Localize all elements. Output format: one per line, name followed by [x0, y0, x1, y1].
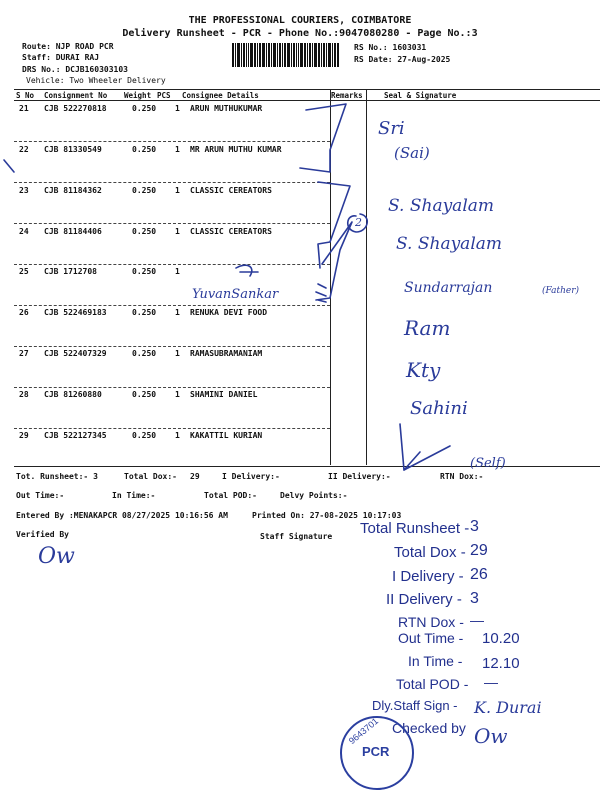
summary-staff-sign-label: Dly.Staff Sign -	[372, 698, 458, 713]
row-sno: 27	[19, 349, 29, 358]
stamp-text: PCR	[362, 744, 390, 759]
row-consignee: CLASSIC CEREATORS	[190, 186, 272, 195]
delvy-points-label: Delvy Points:-	[280, 491, 348, 500]
summary-rtn-dox-label: RTN Dox -	[398, 614, 464, 630]
row-consignment: CJB 522469183	[44, 308, 107, 317]
col-remarks: Remarks	[331, 91, 363, 100]
row-consignee: MR ARUN MUTHU KUMAR	[190, 145, 282, 154]
row-pcs: 1	[175, 431, 180, 440]
in-time-label: In Time:-	[112, 491, 156, 500]
row-pcs: 1	[175, 186, 180, 195]
row-sno: 22	[19, 145, 29, 154]
row-pcs: 1	[175, 308, 180, 317]
bracket-mark: 2	[355, 216, 362, 229]
total-dox-label: Total Dox:-	[124, 472, 177, 481]
row-consignment: CJB 81260880	[44, 390, 102, 399]
verified-signature: Ow	[38, 544, 75, 569]
stamp-number: 9643701	[346, 715, 381, 747]
row25-signature: Sundarrajan	[404, 280, 493, 296]
row25-consignee-handwritten: YuvanSankar	[192, 287, 279, 302]
row-consignee: KAKATTIL KURIAN	[190, 431, 263, 440]
ii-delivery-label: II Delivery:-	[328, 472, 391, 481]
summary-out-time-value: 10.20	[482, 630, 520, 647]
col-weight: Weight	[124, 91, 152, 100]
summary-total-pod-value: —	[484, 674, 498, 690]
row29-signature: (Self)	[470, 456, 506, 471]
row-pcs: 1	[175, 390, 180, 399]
rs-number: RS No.: 1603031	[354, 43, 427, 52]
row-consignment: CJB 81184362	[44, 186, 102, 195]
summary-checked-by-label: Checked by	[392, 720, 466, 736]
summary-total-dox-label: Total Dox -	[394, 544, 466, 561]
summary-ii-delivery-label: II Delivery -	[386, 591, 462, 608]
summary-total-runsheet-value: 3	[470, 518, 479, 535]
rtn-dox-label: RTN Dox:-	[440, 472, 484, 481]
verified-by-label: Verified By	[16, 530, 69, 539]
tot-runsheet: Tot. Runsheet:- 3	[16, 472, 98, 481]
i-delivery-label: I Delivery:-	[222, 472, 280, 481]
summary-out-time-label: Out Time -	[398, 630, 464, 646]
row-consignment: CJB 522270818	[44, 104, 107, 113]
col-sno: S No	[16, 91, 35, 100]
row-weight: 0.250	[132, 349, 157, 358]
summary-ii-delivery-value: 3	[470, 590, 479, 607]
summary-in-time-label: In Time -	[408, 653, 463, 669]
out-time-label: Out Time:-	[16, 491, 65, 500]
summary-in-time-value: 12.10	[482, 655, 520, 672]
staff-label: Staff: DURAI RAJ	[22, 53, 100, 62]
row-weight: 0.250	[132, 104, 157, 113]
row-consignee: SHAMINI DANIEL	[190, 390, 258, 399]
row-consignment: CJB 81184406	[44, 227, 102, 236]
row-consignment: CJB 81330549	[44, 145, 102, 154]
row-consignee: ARUN MUTHUKUMAR	[190, 104, 263, 113]
row-sno: 23	[19, 186, 29, 195]
row-consignment: CJB 522407329	[44, 349, 107, 358]
row-consignee: CLASSIC CEREATORS	[190, 227, 272, 236]
row-consignee: RAMASUBRAMANIAM	[190, 349, 263, 358]
row-sno: 24	[19, 227, 29, 236]
row24-signature: S. Shayalam	[396, 234, 503, 254]
row-weight: 0.250	[132, 308, 157, 317]
row-weight: 0.250	[132, 145, 157, 154]
row-weight: 0.250	[132, 431, 157, 440]
summary-total-dox-value: 29	[470, 542, 488, 559]
row26-signature: Ram	[404, 316, 451, 340]
row-weight: 0.250	[132, 186, 157, 195]
row-sno: 21	[19, 104, 29, 113]
company-title: THE PROFESSIONAL COURIERS, COIMBATORE	[188, 15, 412, 26]
row23-signature: S. Shayalam	[388, 196, 495, 216]
total-pod-label: Total POD:-	[204, 491, 257, 500]
row-pcs: 1	[175, 145, 180, 154]
entered-by: Entered By :MENAKAPCR 08/27/2025 10:16:56 AM	[16, 511, 228, 520]
row-pcs: 1	[175, 267, 180, 276]
row27-signature: Kty	[406, 358, 441, 382]
row-sno: 25	[19, 267, 29, 276]
row22-signature: (Sai)	[394, 144, 430, 162]
drs-number: DRS No.: DCJB160303103	[22, 65, 128, 74]
row-weight: 0.250	[132, 227, 157, 236]
total-dox-value: 29	[190, 472, 200, 481]
vehicle-label: Vehicle: Two Wheeler Delivery	[26, 76, 166, 85]
staff-signature-label: Staff Signature	[260, 532, 333, 541]
col-seal: Seal & Signature	[384, 91, 457, 100]
row-pcs: 1	[175, 349, 180, 358]
summary-total-runsheet-label: Total Runsheet -	[360, 520, 470, 537]
printed-on: Printed On: 27-08-2025 10:17:03	[252, 511, 402, 520]
row-pcs: 1	[175, 104, 180, 113]
row-weight: 0.250	[132, 267, 157, 276]
row-consignment: CJB 1712708	[44, 267, 97, 276]
rs-date: RS Date: 27-Aug-2025	[354, 55, 451, 64]
summary-checked-by-value: Ow	[474, 724, 508, 748]
col-pcs: PCS	[157, 91, 171, 100]
route-label: Route: NJP ROAD PCR	[22, 42, 114, 51]
row-consignment: CJB 522127345	[44, 431, 107, 440]
row-sno: 28	[19, 390, 29, 399]
summary-staff-sign-value: K. Durai	[474, 698, 542, 717]
row25-signature-note: (Father)	[542, 286, 580, 296]
row-sno: 26	[19, 308, 29, 317]
col-consignee: Consignee Details	[182, 91, 259, 100]
row-consignee: RENUKA DEVI FOOD	[190, 308, 268, 317]
summary-i-delivery-label: I Delivery -	[392, 568, 464, 585]
runsheet-subtitle: Delivery Runsheet - PCR - Phone No.:9047080280 - Page No.:3	[122, 28, 478, 39]
col-consignment: Consignment No	[44, 91, 108, 100]
row-sno: 29	[19, 431, 29, 440]
row28-signature: Sahini	[410, 398, 468, 419]
pcr-stamp	[340, 716, 414, 790]
row-weight: 0.250	[132, 390, 157, 399]
summary-i-delivery-value: 26	[470, 566, 488, 583]
row-pcs: 1	[175, 227, 180, 236]
summary-rtn-dox-value: —	[470, 612, 484, 628]
row21-signature: Sri	[378, 118, 405, 139]
summary-total-pod-label: Total POD -	[396, 676, 469, 692]
